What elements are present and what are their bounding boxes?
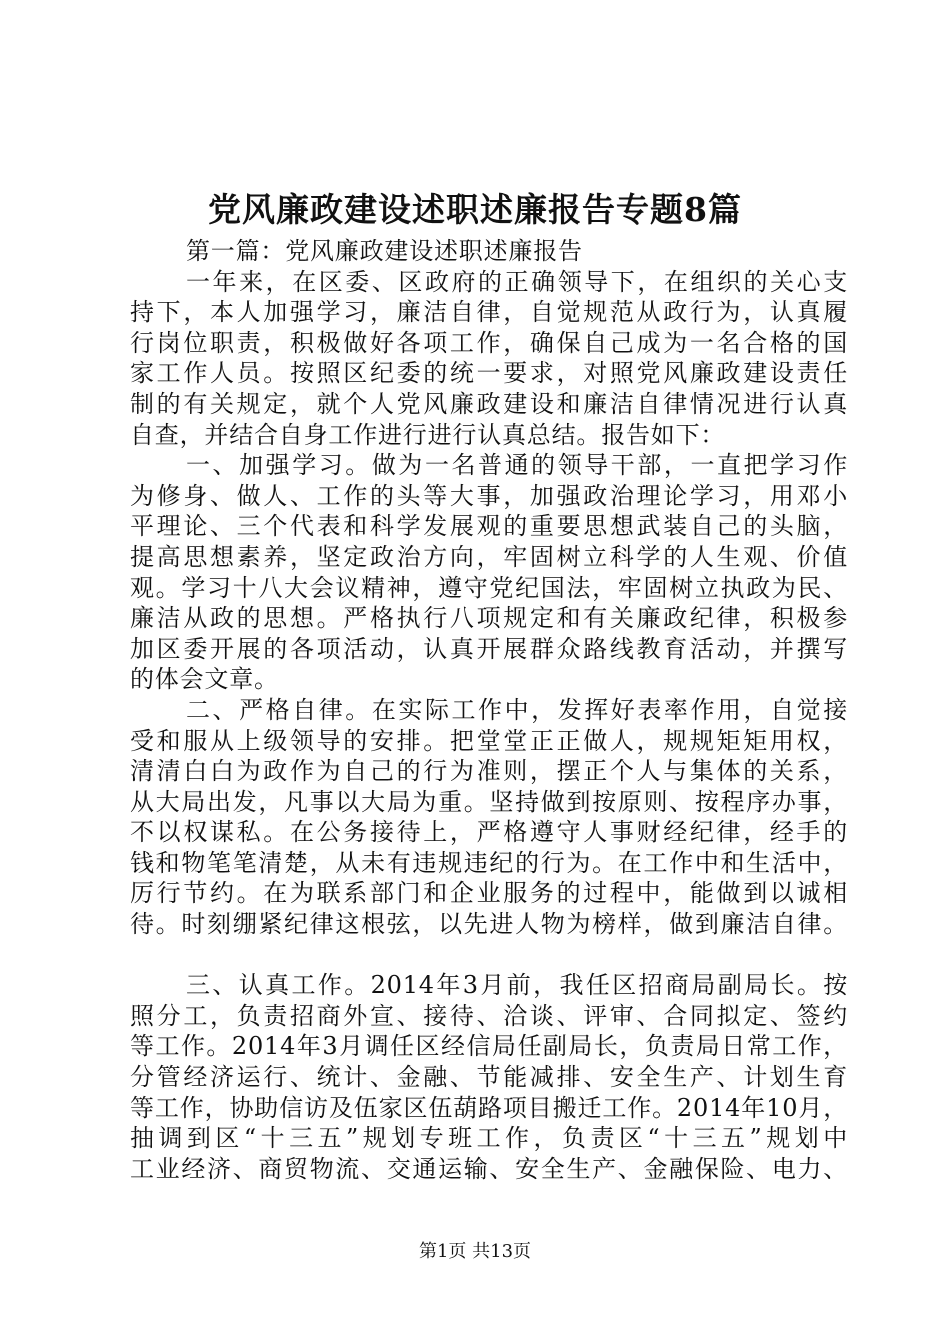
paragraph-line: 分管经济运行、统计、金融、节能减排、安全生产、计划生育: [130, 1063, 848, 1092]
paragraph-line: 家工作人员。按照区纪委的统一要求，对照党风廉政建设责任: [130, 359, 848, 388]
paragraph-line: 自查，并结合自身工作进行进行认真总结。报告如下：: [130, 420, 726, 449]
paragraph-line: 工业经济、商贸物流、交通运输、安全生产、金融保险、电力、: [130, 1154, 848, 1183]
paragraph-line: 钱和物笔笔清楚，从未有违规违纪的行为。在工作中和生活中，: [130, 848, 848, 877]
paragraph-line: 观。学习十八大会议精神，遵守党纪国法，牢固树立执政为民、: [130, 573, 848, 602]
paragraph-line: 等工作，协助信访及伍家区伍葫路项目搬迁工作。2014年10月，: [130, 1093, 848, 1122]
paragraph-line: 加区委开展的各项活动，认真开展群众路线教育活动，并撰写: [130, 634, 848, 663]
paragraph-line: 三、认真工作。2014年3月前，我任区招商局副局长。按: [186, 971, 848, 1000]
paragraph-line: 照分工，负责招商外宣、接待、洽谈、评审、合同拟定、签约: [130, 1001, 848, 1030]
paragraph-line: 廉洁从政的思想。严格执行八项规定和有关廉政纪律，积极参: [130, 604, 848, 633]
paragraph-line: 的体会文章。: [130, 665, 279, 694]
paragraph-line: 受和服从上级领导的安排。把堂堂正正做人，规规矩矩用权，: [130, 726, 848, 755]
paragraph-line: 持下，本人加强学习，廉洁自律，自觉规范从政行为，认真履: [130, 298, 848, 327]
paragraph-line: 清清白白为政作为自己的行为准则，摆正个人与集体的关系，: [130, 757, 848, 786]
paragraph-line: 等工作。2014年3月调任区经信局任副局长，负责局日常工作，: [130, 1032, 848, 1061]
paragraph-line: 一、加强学习。做为一名普通的领导干部，一直把学习作: [186, 451, 848, 480]
document-title: 党风廉政建设述职述廉报告专题8篇: [208, 190, 742, 229]
paragraph-line: 二、严格自律。在实际工作中，发挥好表率作用，自觉接: [186, 695, 848, 724]
paragraph-line: 行岗位职责，积极做好各项工作，确保自己成为一名合格的国: [130, 328, 848, 357]
document-body: [130, 236, 848, 1184]
paragraph-line: 平理论、三个代表和科学发展观的重要思想武装自己的头脑，: [130, 512, 848, 541]
paragraph-line: 为修身、做人、工作的头等大事，加强政治理论学习，用邓小: [130, 481, 848, 510]
blank-line: [130, 940, 848, 971]
paragraph-line: 从大局出发，凡事以大局为重。坚持做到按原则、按程序办事，: [130, 787, 848, 816]
paragraph-line: 一年来，在区委、区政府的正确领导下，在组织的关心支: [186, 267, 848, 296]
paragraph-line: 抽调到区“十三五”规划专班工作，负责区“十三五”规划中: [130, 1124, 848, 1153]
paragraph-line: 提高思想素养，坚定政治方向，牢固树立科学的人生观、价值: [130, 542, 848, 571]
paragraph-line: 不以权谋私。在公务接待上，严格遵守人事财经纪律，经手的: [130, 818, 848, 847]
paragraph-line: 厉行节约。在为联系部门和企业服务的过程中，能做到以诚相: [130, 879, 848, 908]
paragraph-line: 制的有关规定，就个人党风廉政建设和廉洁自律情况进行认真: [130, 389, 848, 418]
paragraph-line: 待。时刻绷紧纪律这根弦，以先进人物为榜样，做到廉洁自律。: [130, 910, 848, 939]
section-heading: 第一篇：党风廉政建设述职述廉报告: [186, 237, 583, 265]
page-number: 第1页 共13页: [418, 1241, 532, 1262]
